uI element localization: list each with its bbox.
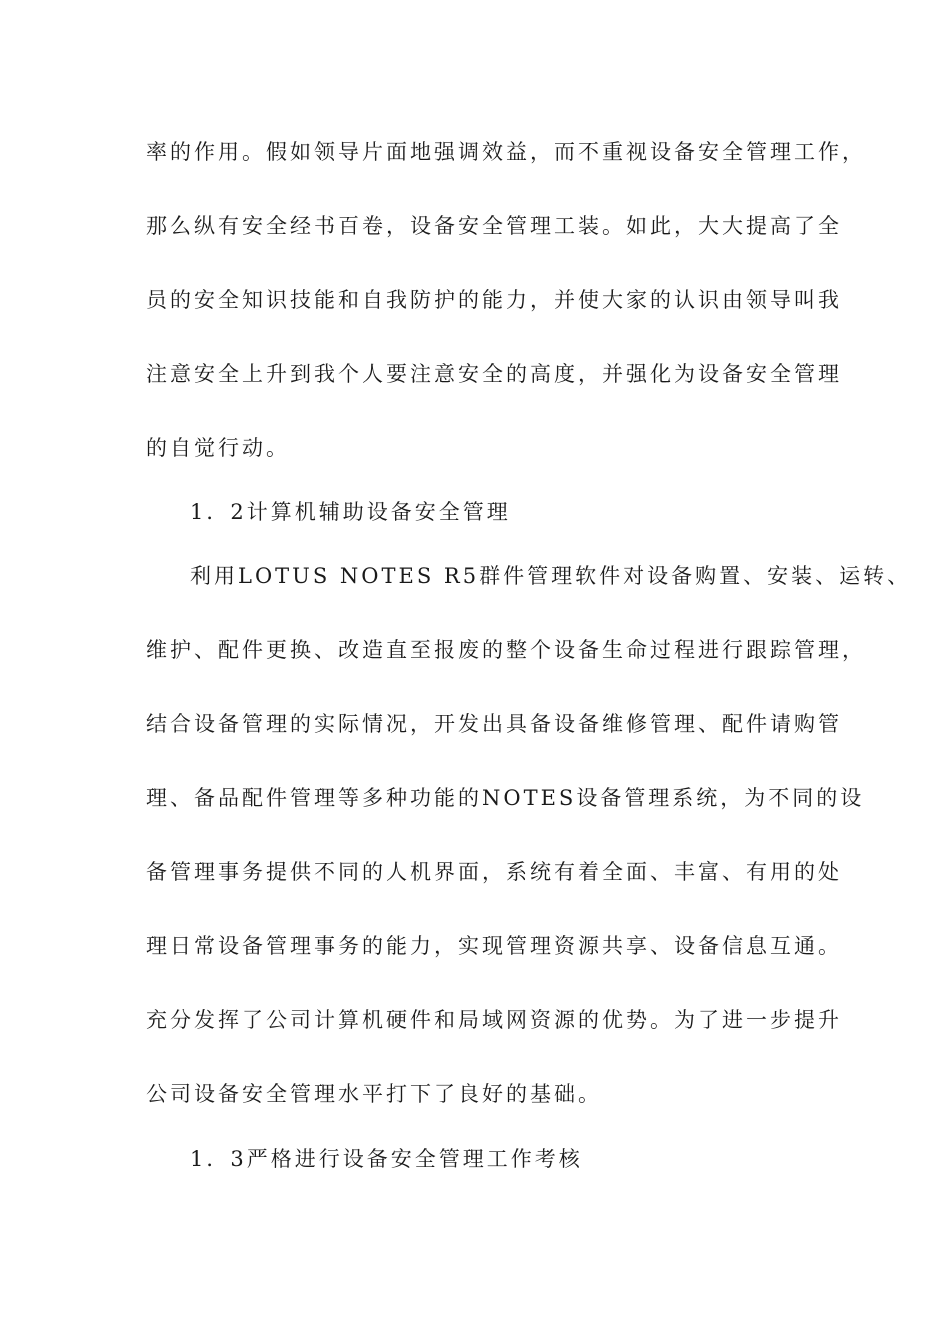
paragraph-line: 员的安全知识技能和自我防护的能力，并使大家的认识由领导叫我 <box>146 288 842 312</box>
paragraph-line: 率的作用。假如领导片面地强调效益，而不重视设备安全管理工作， <box>146 140 866 164</box>
section-heading: 1．2计算机辅助设备安全管理 <box>190 500 511 524</box>
paragraph-line: 理、备品配件管理等多种功能的NOTES设备管理系统，为不同的设 <box>146 786 865 810</box>
paragraph-line: 利用LOTUS NOTES R5群件管理软件对设备购置、安装、运转、 <box>190 564 912 588</box>
paragraph-line: 备管理事务提供不同的人机界面，系统有着全面、丰富、有用的处 <box>146 860 842 884</box>
paragraph-line: 理日常设备管理事务的能力，实现管理资源共享、设备信息互通。 <box>146 934 842 958</box>
paragraph-line: 的自觉行动。 <box>146 436 290 460</box>
paragraph-line: 注意安全上升到我个人要注意安全的高度，并强化为设备安全管理 <box>146 362 842 386</box>
paragraph-line: 充分发挥了公司计算机硬件和局域网资源的优势。为了进一步提升 <box>146 1008 842 1032</box>
paragraph-line: 维护、配件更换、改造直至报废的整个设备生命过程进行跟踪管理， <box>146 638 866 662</box>
section-heading: 1．3严格进行设备安全管理工作考核 <box>190 1147 583 1171</box>
paragraph-line: 结合设备管理的实际情况，开发出具备设备维修管理、配件请购管 <box>146 712 842 736</box>
paragraph-line: 公司设备安全管理水平打下了良好的基础。 <box>146 1082 602 1106</box>
paragraph-line: 那么纵有安全经书百卷，设备安全管理工装。如此，大大提高了全 <box>146 214 842 238</box>
